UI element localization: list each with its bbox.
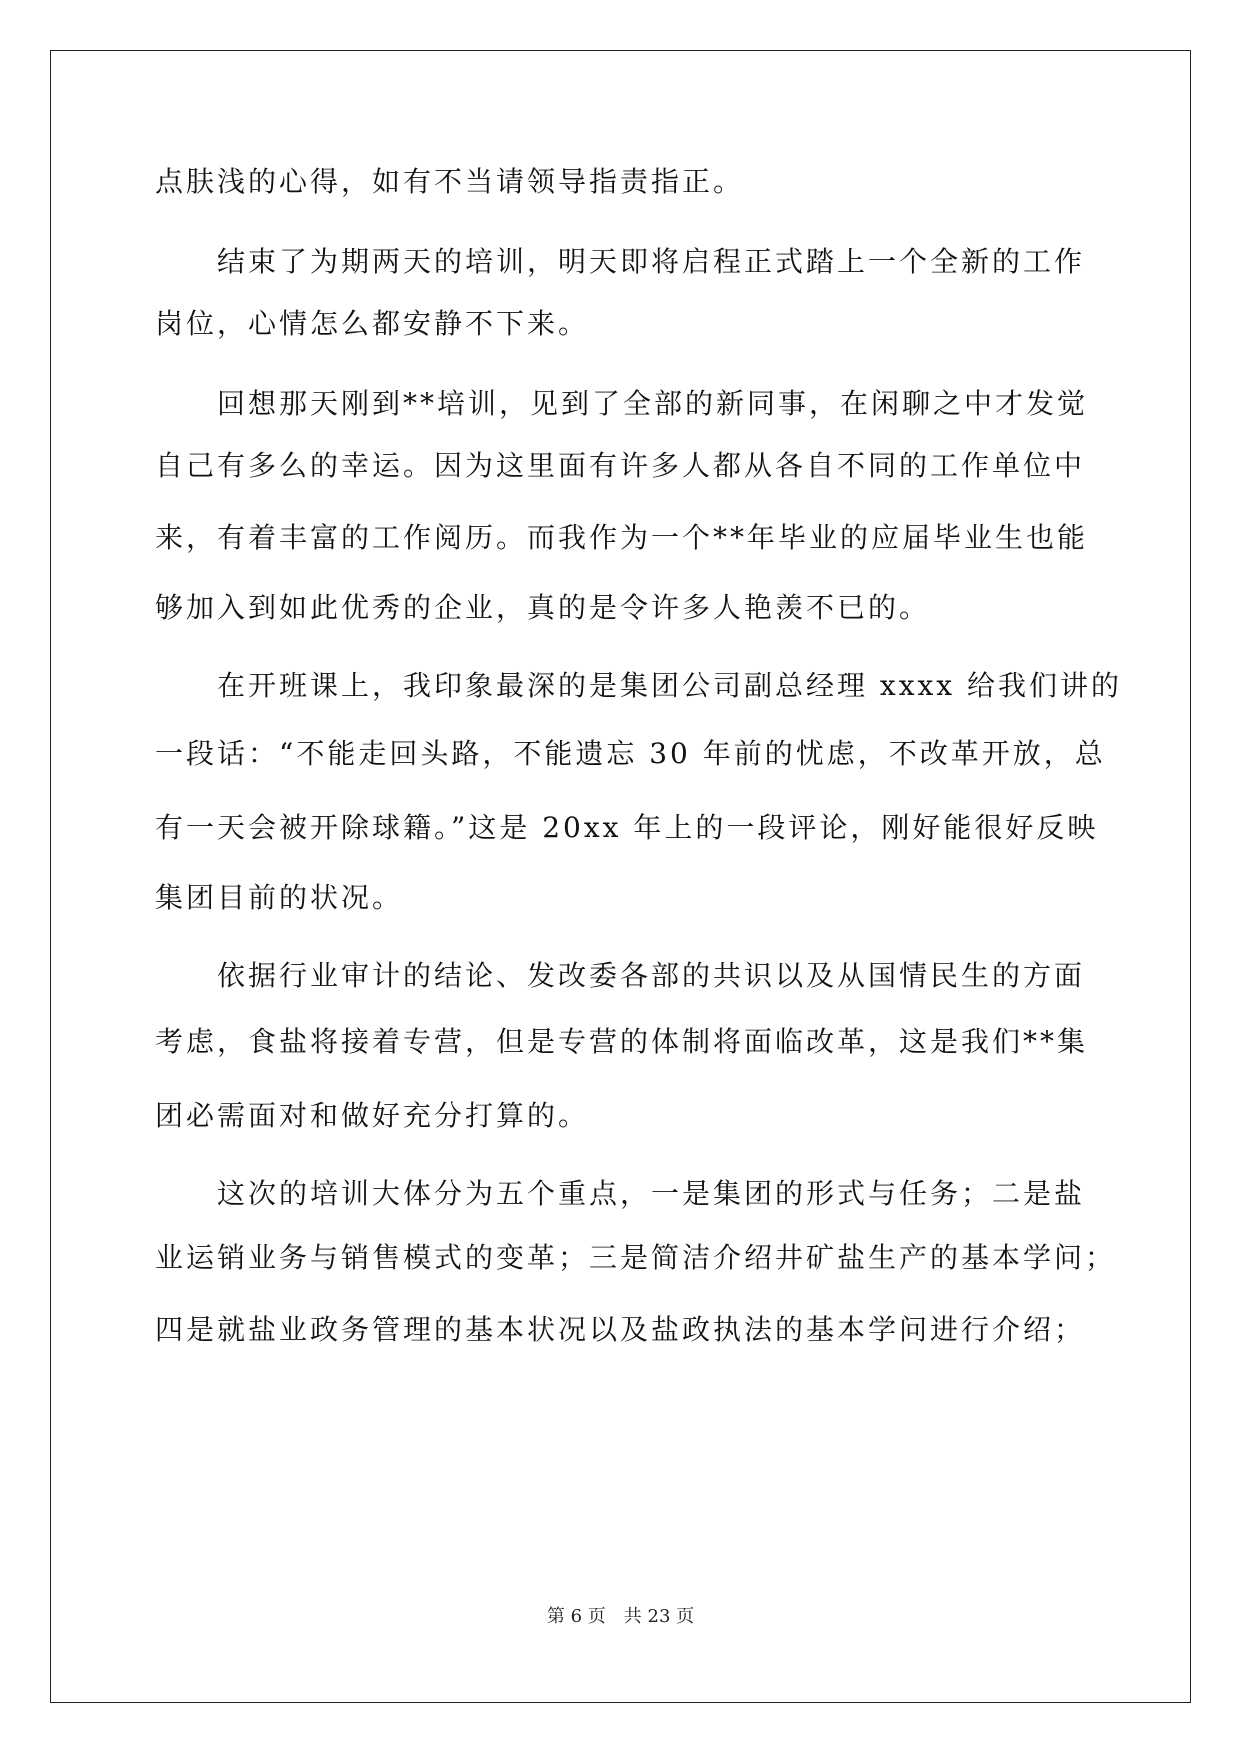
page-footer xyxy=(0,1605,1241,1629)
text-line: 点肤浅的心得，如有不当请领导指责指正。 xyxy=(155,165,745,198)
page-border xyxy=(50,50,1191,1703)
page-number-current: 第 6 页 xyxy=(546,1606,606,1627)
text-line: 团必需面对和做好充分打算的。 xyxy=(155,1099,590,1132)
text-line: 一段话：“不能走回头路，不能遗忘 30 年前的忧虑，不改革开放，总 xyxy=(155,737,1106,770)
text-line: 考虑，食盐将接着专营，但是专营的体制将面临改革，这是我们**集 xyxy=(155,1025,1089,1058)
text-line: 回想那天刚到**培训，见到了全部的新同事，在闲聊之中才发觉 xyxy=(217,387,1089,420)
text-line: 岗位，心情怎么都安静不下来。 xyxy=(155,307,590,340)
text-line: 在开班课上，我印象最深的是集团公司副总经理 xxxx 给我们讲的 xyxy=(217,669,1122,702)
text-line: 来，有着丰富的工作阅历。而我作为一个**年毕业的应届毕业生也能 xyxy=(155,521,1089,554)
text-line: 结束了为期两天的培训，明天即将启程正式踏上一个全新的工作 xyxy=(217,245,1086,278)
text-line: 够加入到如此优秀的企业，真的是令许多人艳羡不已的。 xyxy=(155,591,931,624)
text-line: 有一天会被开除球籍。”这是 20xx 年上的一段评论，刚好能很好反映 xyxy=(155,811,1099,844)
text-line: 集团目前的状况。 xyxy=(155,881,404,914)
text-line: 依据行业审计的结论、发改委各部的共识以及从国情民生的方面 xyxy=(217,959,1086,992)
page-number-total: 共 23 页 xyxy=(623,1606,695,1627)
text-line: 自己有多么的幸运。因为这里面有许多人都从各自不同的工作单位中 xyxy=(155,449,1086,482)
text-line: 这次的培训大体分为五个重点，一是集团的形式与任务；二是盐 xyxy=(217,1177,1086,1210)
text-line: 四是就盐业政务管理的基本状况以及盐政执法的基本学问进行介绍； xyxy=(155,1313,1086,1346)
text-line: 业运销业务与销售模式的变革；三是简洁介绍井矿盐生产的基本学问； xyxy=(155,1241,1117,1274)
